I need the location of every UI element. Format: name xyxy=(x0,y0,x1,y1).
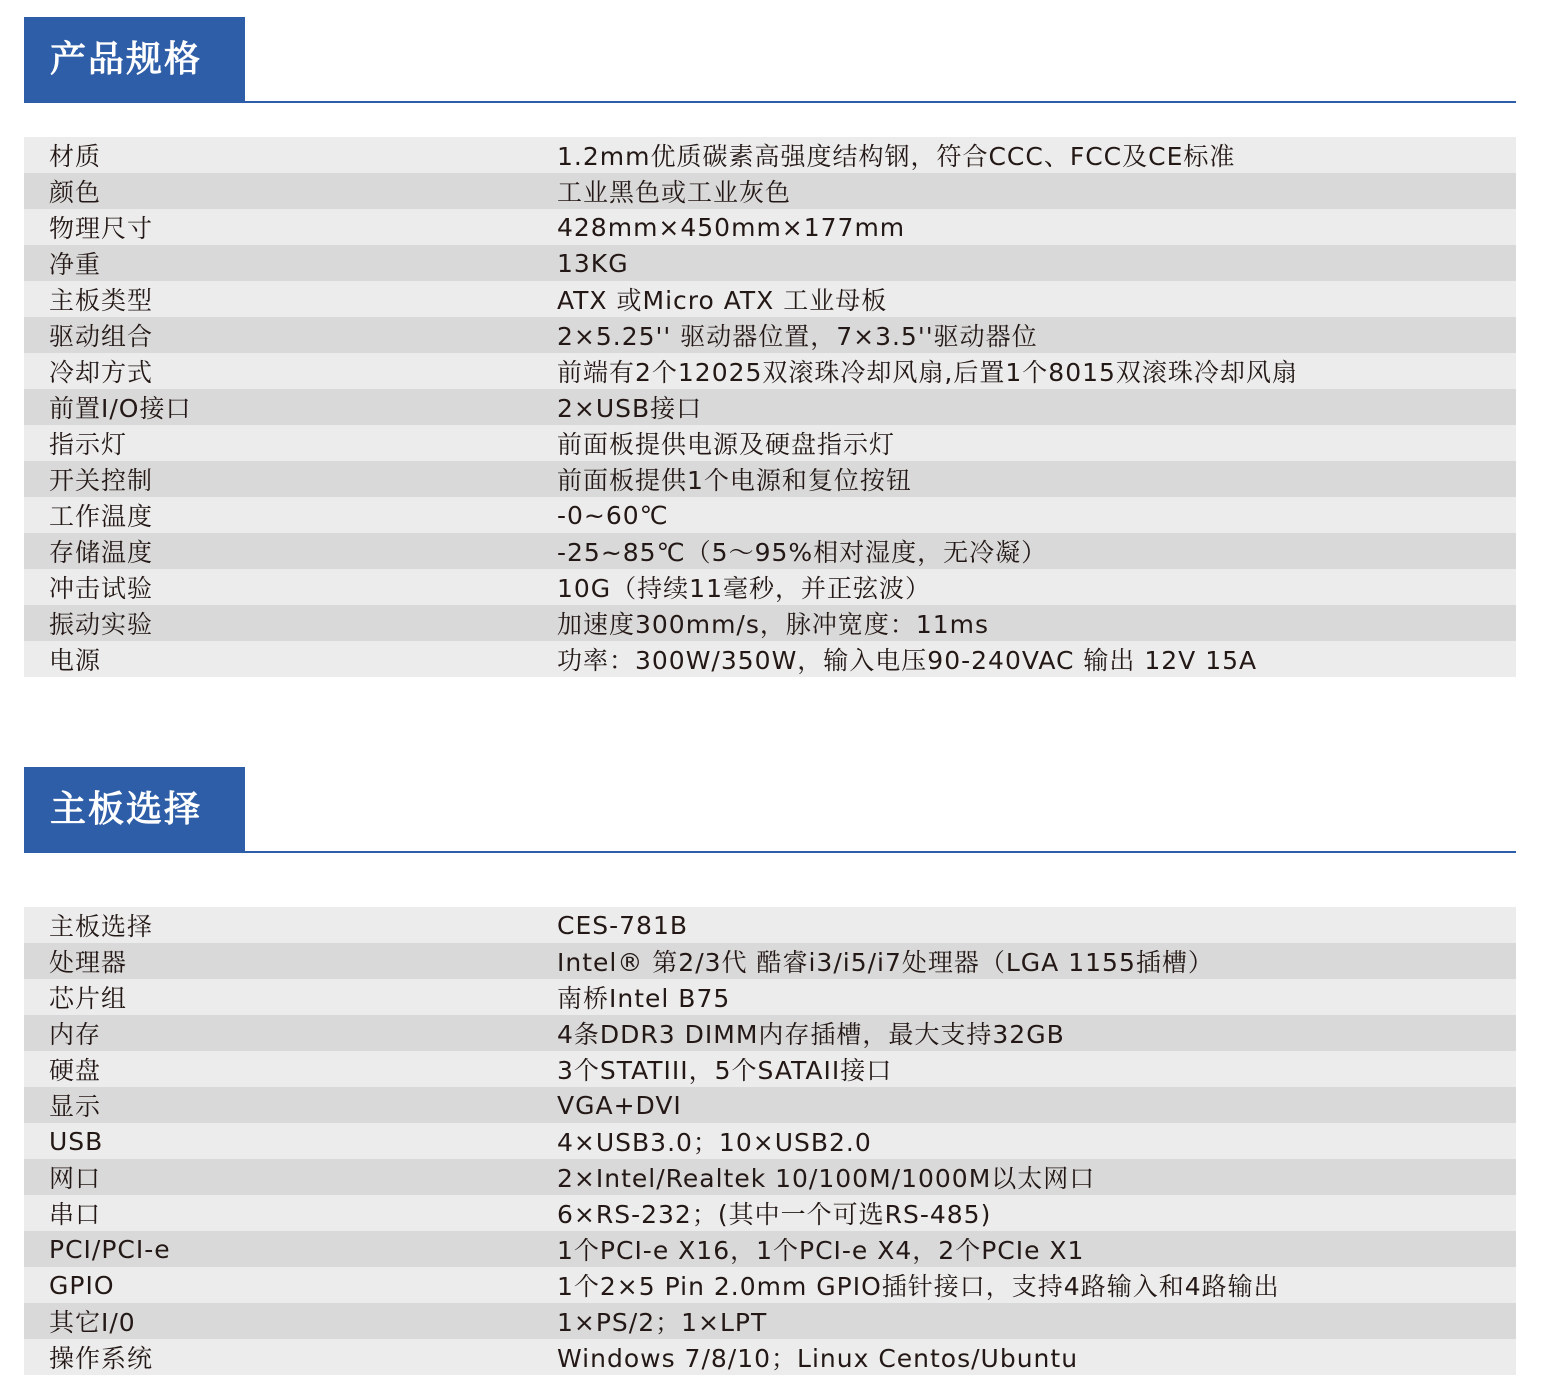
table-row xyxy=(24,209,1516,245)
row-value: 4条DDR3 DIMM内存插槽，最大支持32GB xyxy=(557,1020,1065,1049)
row-value: 2×USB接口 xyxy=(557,394,703,423)
row-label: 净重 xyxy=(49,250,102,279)
row-label: 材质 xyxy=(49,142,102,171)
row-label: 主板选择 xyxy=(49,912,154,941)
board-table xyxy=(24,907,1516,1375)
row-label: 处理器 xyxy=(49,948,128,977)
row-label: 存储温度 xyxy=(49,538,154,567)
table-row xyxy=(24,641,1516,677)
table-row xyxy=(24,1087,1516,1123)
table-row xyxy=(24,1195,1516,1231)
table-row xyxy=(24,1231,1516,1267)
row-value: 加速度300mm/s，脉冲宽度：11ms xyxy=(557,610,990,639)
row-value: 428mm×450mm×177mm xyxy=(557,212,906,242)
row-label: 颜色 xyxy=(49,178,102,207)
row-value: 前端有2个12025双滚珠冷却风扇,后置1个8015双滚珠冷却风扇 xyxy=(557,358,1298,387)
row-value: -0~60℃ xyxy=(557,500,669,530)
row-value: 13KG xyxy=(557,248,629,278)
table-row xyxy=(24,979,1516,1015)
row-label: 网口 xyxy=(49,1164,102,1193)
row-label: 硬盘 xyxy=(49,1056,102,1085)
table-row xyxy=(24,569,1516,605)
spec-section xyxy=(24,17,1516,675)
board-section-title: 主板选择 xyxy=(24,767,245,853)
row-label: 串口 xyxy=(49,1200,102,1229)
row-value: 1个PCI-e X16，1个PCI-e X4，2个PCIe X1 xyxy=(557,1236,1085,1265)
row-label: 芯片组 xyxy=(49,984,128,1013)
row-label: PCI/PCI-e xyxy=(49,1234,171,1264)
table-row xyxy=(24,137,1516,173)
row-label: 显示 xyxy=(49,1092,102,1121)
row-label: 冲击试验 xyxy=(49,574,154,603)
row-value: ATX 或Micro ATX 工业母板 xyxy=(557,286,888,315)
row-label: 冷却方式 xyxy=(49,358,154,387)
table-row xyxy=(24,317,1516,353)
row-value: 前面板提供电源及硬盘指示灯 xyxy=(557,430,896,459)
row-label: 内存 xyxy=(49,1020,102,1049)
row-value: 南桥Intel B75 xyxy=(557,984,731,1013)
row-label: USB xyxy=(49,1126,104,1156)
table-row xyxy=(24,907,1516,943)
row-value: CES-781B xyxy=(557,910,689,940)
table-row xyxy=(24,353,1516,389)
table-row xyxy=(24,1051,1516,1087)
row-value: 功率：300W/350W，输入电压90-240VAC 输出 12V 15A xyxy=(557,646,1258,675)
row-label: 其它I/0 xyxy=(49,1308,136,1337)
table-row xyxy=(24,533,1516,569)
row-label: 操作系统 xyxy=(49,1344,154,1373)
spec-section-title: 产品规格 xyxy=(24,17,245,103)
row-value: VGA+DVI xyxy=(557,1090,682,1120)
table-row xyxy=(24,281,1516,317)
row-value: 2×Intel/Realtek 10/100M/1000M以太网口 xyxy=(557,1164,1096,1193)
row-value: 3个STATIII，5个SATAII接口 xyxy=(557,1056,893,1085)
row-value: Windows 7/8/10；Linux Centos/Ubuntu xyxy=(557,1344,1079,1373)
board-section-divider xyxy=(24,851,1516,853)
row-value: 6×RS-232；(其中一个可选RS-485) xyxy=(557,1200,992,1229)
table-row xyxy=(24,1339,1516,1375)
row-label: GPIO xyxy=(49,1270,115,1300)
row-label: 主板类型 xyxy=(49,286,154,315)
row-value: Intel® 第2/3代 酷睿i3/i5/i7处理器（LGA 1155插槽） xyxy=(557,948,1214,977)
row-label: 工作温度 xyxy=(49,502,154,531)
row-value: 2×5.25'' 驱动器位置，7×3.5''驱动器位 xyxy=(557,322,1038,351)
table-row xyxy=(24,1015,1516,1051)
row-value: 工业黑色或工业灰色 xyxy=(557,178,792,207)
table-row xyxy=(24,497,1516,533)
table-row xyxy=(24,605,1516,641)
row-value: 10G（持续11毫秒，并正弦波） xyxy=(557,574,931,603)
row-value: 1.2mm优质碳素高强度结构钢，符合CCC、FCC及CE标准 xyxy=(557,142,1236,171)
board-section xyxy=(24,767,1516,1373)
row-label: 物理尺寸 xyxy=(49,214,154,243)
table-row xyxy=(24,173,1516,209)
row-label: 前置I/O接口 xyxy=(49,394,192,423)
board-section-header xyxy=(24,767,1516,853)
table-row xyxy=(24,425,1516,461)
row-label: 电源 xyxy=(49,646,102,675)
table-row xyxy=(24,1123,1516,1159)
row-value: 1×PS/2；1×LPT xyxy=(557,1308,768,1337)
row-value: -25~85℃（5～95%相对湿度，无冷凝） xyxy=(557,538,1048,567)
row-value: 前面板提供1个电源和复位按钮 xyxy=(557,466,912,495)
spec-section-header xyxy=(24,17,1516,103)
table-row xyxy=(24,1159,1516,1195)
row-label: 开关控制 xyxy=(49,466,154,495)
table-row xyxy=(24,245,1516,281)
spec-section-divider xyxy=(24,101,1516,103)
table-row xyxy=(24,943,1516,979)
row-value: 4×USB3.0；10×USB2.0 xyxy=(557,1128,872,1157)
row-value: 1个2×5 Pin 2.0mm GPIO插针接口，支持4路输入和4路输出 xyxy=(557,1272,1280,1301)
table-row xyxy=(24,389,1516,425)
table-row xyxy=(24,1267,1516,1303)
spec-table xyxy=(24,137,1516,677)
table-row xyxy=(24,1303,1516,1339)
row-label: 指示灯 xyxy=(49,430,128,459)
row-label: 驱动组合 xyxy=(49,322,154,351)
table-row xyxy=(24,461,1516,497)
row-label: 振动实验 xyxy=(49,610,154,639)
